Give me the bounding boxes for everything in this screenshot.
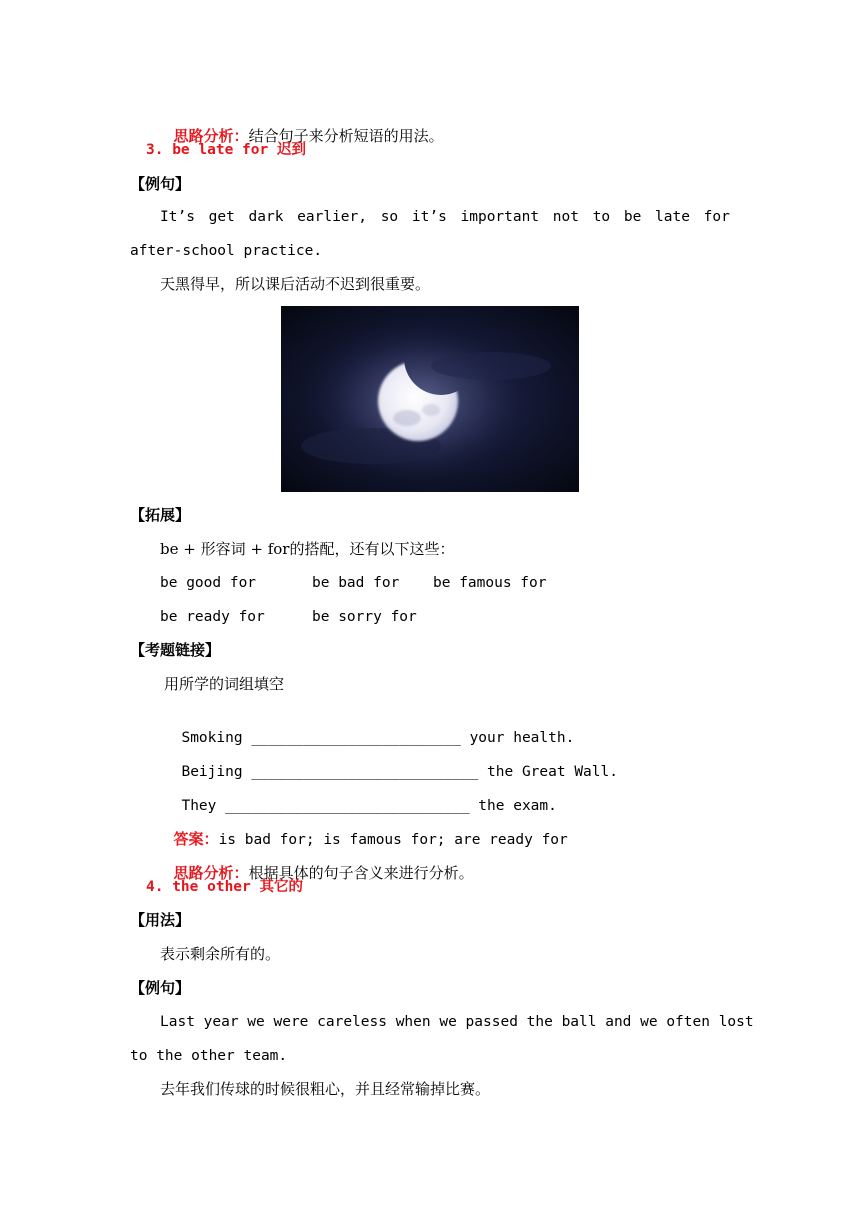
analysis-label: 思路分析： <box>173 127 249 145</box>
exam-prefix: Smoking <box>181 730 243 746</box>
word: dark <box>248 209 284 225</box>
word: It’s <box>160 209 195 225</box>
example-sentence-line1 <box>160 207 730 227</box>
word: it’s <box>411 209 447 225</box>
exam-instruction: 用所学的词组填空 <box>164 675 285 693</box>
example-translation: 去年我们传球的时候很粗心，并且经常输掉比赛。 <box>160 1080 491 1098</box>
collocation-item: be famous for <box>433 575 547 591</box>
eclipse-photo <box>281 306 579 492</box>
word: so <box>380 209 399 225</box>
word: important <box>460 209 540 225</box>
fill-blank[interactable]: __________________________ <box>251 764 479 780</box>
answer-label: 答案： <box>173 830 219 848</box>
section-title-4: 4. the other 其它的 <box>146 879 303 895</box>
exam-suffix: your health. <box>469 730 575 746</box>
exam-suffix: the Great Wall. <box>487 764 618 780</box>
exam-suffix: the exam. <box>478 798 557 814</box>
fill-blank[interactable]: ________________________ <box>251 730 461 746</box>
exam-header: 【考题链接】 <box>130 641 221 659</box>
analysis-text: 结合句子来分析短语的用法。 <box>248 127 444 145</box>
answer-text: is bad for; is famous for; are ready for <box>218 832 568 848</box>
extend-intro: be + 形容词 + for的搭配，还有以下这些： <box>160 540 455 558</box>
example-sentence-line2: to the other team. <box>130 1048 288 1064</box>
collocation-item: be sorry for <box>312 609 417 625</box>
collocation-item: be ready for <box>160 609 265 625</box>
partial-eclipse-image <box>281 306 579 492</box>
word: earlier, <box>297 209 367 225</box>
fill-blank[interactable]: ____________________________ <box>225 798 470 814</box>
exam-prefix: Beijing <box>181 764 243 780</box>
collocation-item: be good for <box>160 575 257 591</box>
analysis-text: 根据具体的句子含义来进行分析。 <box>248 864 474 882</box>
usage-text: 表示剩余所有的。 <box>160 945 281 963</box>
example-sentence-line2: after-school practice. <box>130 243 323 259</box>
word: be <box>623 209 642 225</box>
example-header: 【例句】 <box>130 175 191 193</box>
example-header: 【例句】 <box>130 979 191 997</box>
extend-header: 【拓展】 <box>130 506 191 524</box>
collocation-item: be bad for <box>312 575 400 591</box>
word: late <box>655 209 690 225</box>
word: not <box>552 209 579 225</box>
analysis-label: 思路分析： <box>173 864 249 882</box>
exam-prefix: They <box>181 798 217 814</box>
example-translation: 天黑得早，所以课后活动不迟到很重要。 <box>160 275 431 293</box>
usage-header: 【用法】 <box>130 911 191 929</box>
word: get <box>208 209 235 225</box>
word: to <box>592 209 611 225</box>
example-sentence-line1: Last year we were careless when we passed the ball and we often lost <box>160 1014 754 1030</box>
word: for <box>703 209 730 225</box>
section-title-3: 3. be late for 迟到 <box>146 142 306 158</box>
